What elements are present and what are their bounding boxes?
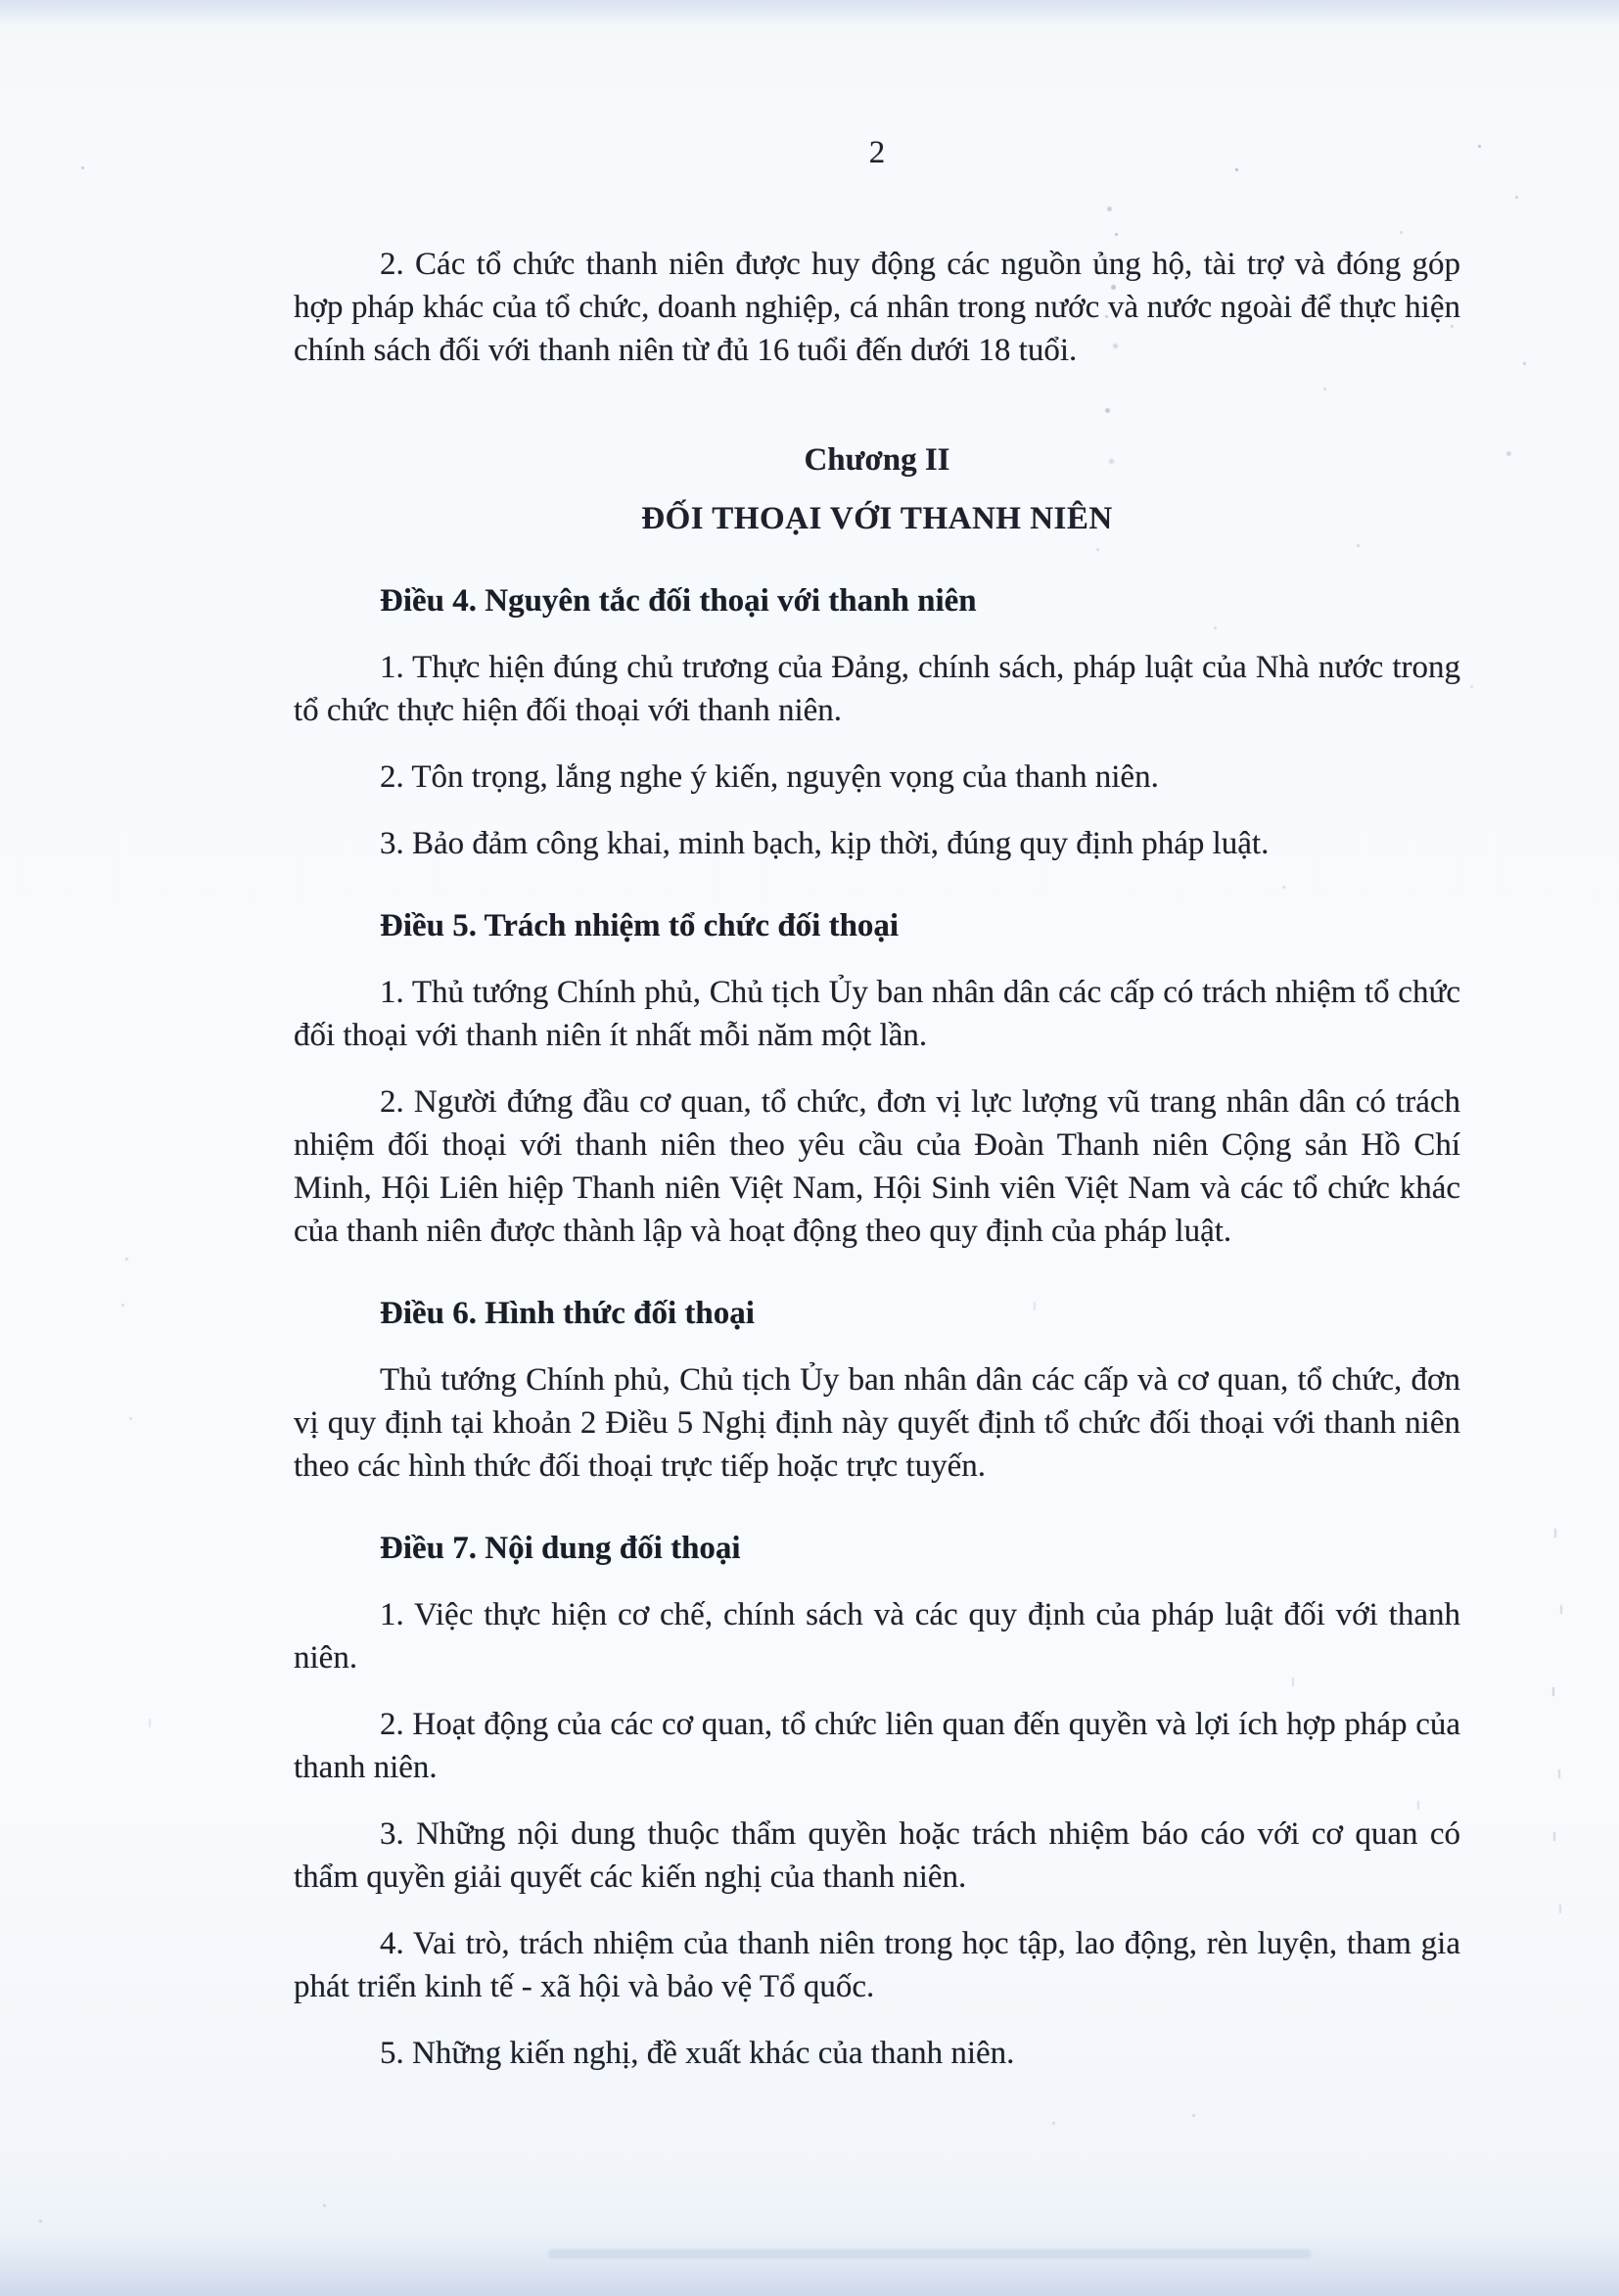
article-paragraph: Thủ tướng Chính phủ, Chủ tịch Ủy ban nhân dân các cấp và cơ quan, tổ chức, đơn vị quy định tại khoản 2 Điều 5 Nghị định này quyết định tổ chức đối thoại với thanh niên theo các hình thức đối thoại trực tiếp hoặc trực tuyến. [294,1362,1460,1484]
scan-speckle-dashes [0,0,2,9]
scan-edge-tint-bottom [0,2233,1619,2296]
article-paragraph: 3. Bảo đảm công khai, minh bạch, kịp thời, đúng quy định pháp luật. [380,826,1270,861]
article-dieu-4 [294,579,1460,865]
article-paragraph: 1. Việc thực hiện cơ chế, chính sách và các quy định của pháp luật đối với thanh niên. [294,1597,1460,1676]
chapter-heading [294,438,1460,540]
article-paragraph: 4. Vai trò, trách nhiệm của thanh niên trong học tập, lao động, rèn luyện, tham gia phát triển kinh tế - xã hội và bảo vệ Tổ quốc. [294,1926,1460,2004]
article-heading: Điều 5. Trách nhiệm tổ chức đối thoại [380,908,900,943]
article-paragraph: 3. Những nội dung thuộc thẩm quyền hoặc trách nhiệm báo cáo với cơ quan có thẩm quyền giải quyết các kiến nghị của thanh niên. [294,1816,1460,1895]
article-paragraph: 2. Người đứng đầu cơ quan, tổ chức, đơn vị lực lượng vũ trang nhân dân có trách nhiệm đối thoại với thanh niên theo yêu cầu của Đoàn Thanh niên Cộng sản Hồ Chí Minh, Hội Liên hiệp Thanh niên Việt Nam, Hội Sinh viên Việt Nam và các tổ chức khác của thanh niên được thành lập và hoạt động theo quy định của pháp luật. [294,1084,1460,1249]
page-number: 2 [868,135,886,170]
article-dieu-5 [294,904,1460,1253]
chapter-title: ĐỐI THOẠI VỚI THANH NIÊN [641,501,1113,536]
article-heading: Điều 7. Nội dung đối thoại [380,1531,741,1566]
chapter-label: Chương II [804,442,950,478]
article-paragraph: 2. Hoạt động của các cơ quan, tổ chức liên quan đến quyền và lợi ích hợp pháp của thanh niên. [294,1707,1460,1785]
scan-speckle-dots [0,0,3,3]
page-content [0,131,1619,2075]
article-dieu-6 [294,1292,1460,1488]
scan-edge-tint-top [0,0,1619,25]
article-paragraph: 1. Thủ tướng Chính phủ, Chủ tịch Ủy ban nhân dân các cấp có trách nhiệm tổ chức đối thoại với thanh niên ít nhất mỗi năm một lần. [294,975,1460,1053]
article-dieu-7 [294,1527,1460,2075]
scan-streak-bottom [548,2249,1312,2259]
article-paragraph: 5. Những kiến nghị, đề xuất khác của thanh niên. [380,2036,1015,2071]
article-paragraph: 1. Thực hiện đúng chủ trương của Đảng, chính sách, pháp luật của Nhà nước trong tổ chức thực hiện đối thoại với thanh niên. [294,650,1460,728]
article-heading: Điều 4. Nguyên tắc đối thoại với thanh niên [380,583,977,619]
article-paragraph: 2. Tôn trọng, lắng nghe ý kiến, nguyện vọng của thanh niên. [380,759,1159,795]
intro-paragraph: 2. Các tổ chức thanh niên được huy động các nguồn ủng hộ, tài trợ và đóng góp hợp pháp khác của tổ chức, doanh nghiệp, cá nhân trong nước và nước ngoài để thực hiện chính sách đối với thanh niên từ đủ 16 tuổi đến dưới 18 tuổi. [294,247,1460,368]
article-heading: Điều 6. Hình thức đối thoại [380,1296,755,1331]
